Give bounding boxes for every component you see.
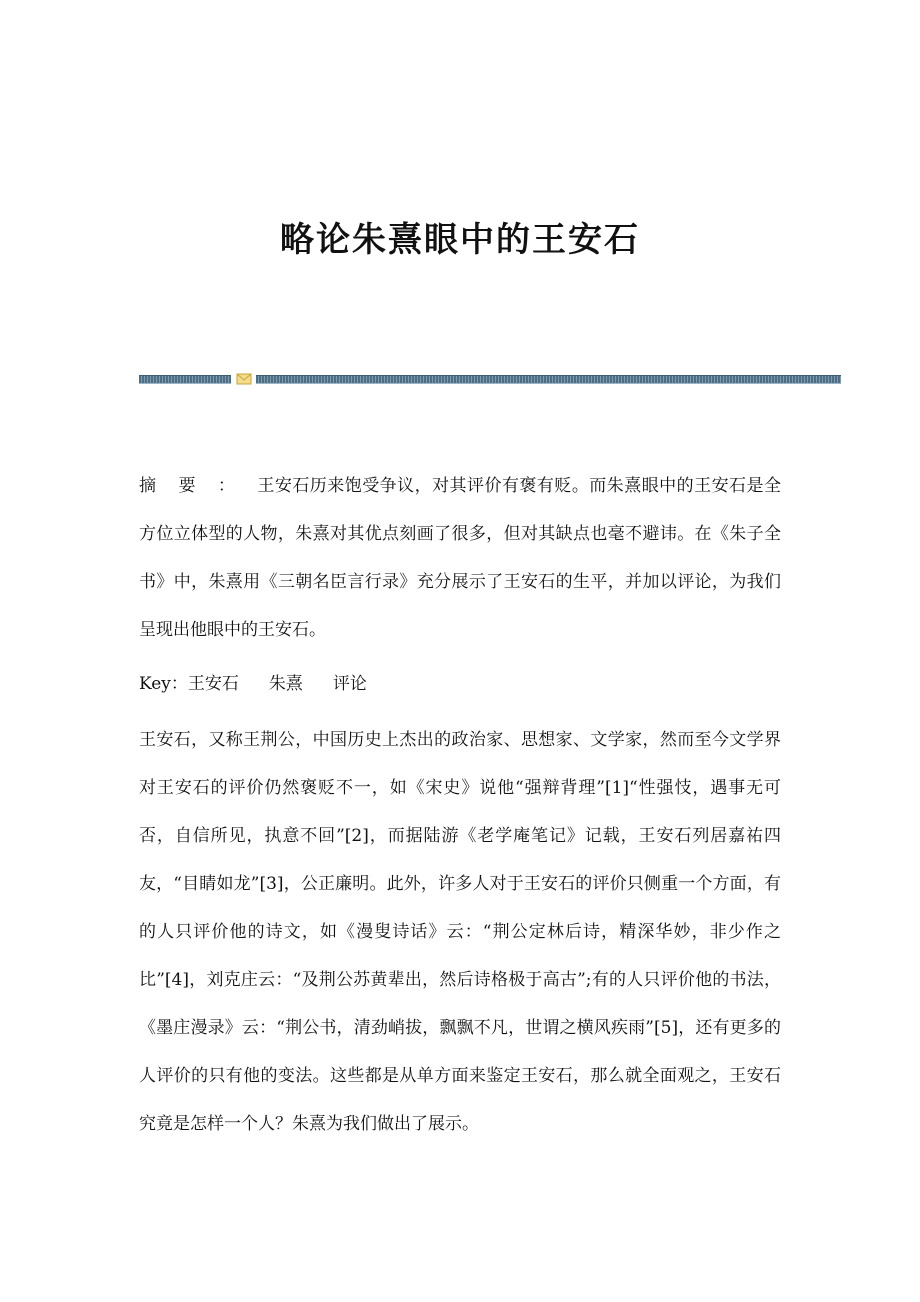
keyword-item: 王安石 <box>187 674 239 694</box>
envelope-ornament-icon <box>236 372 252 386</box>
keyword-item: 朱熹 <box>268 674 303 694</box>
title-divider-left <box>139 375 231 384</box>
keywords-label: Key： <box>139 674 188 694</box>
body-section <box>139 716 781 1148</box>
keywords-section <box>139 660 781 708</box>
abstract-section <box>139 462 781 654</box>
abstract-label: 摘要： <box>139 476 258 496</box>
page-title: 略论朱熹眼中的王安石 <box>280 220 640 260</box>
keyword-item: 评论 <box>332 674 367 694</box>
body-paragraph: 王安石，又称王荆公，中国历史上杰出的政治家、思想家、文学家，然而至今文学界对王安石的评价仍然褒贬不一，如《宋史》说他“强辩背理”[1]“性强忮，遇事无可否，自信所见，执意不回”[2]，而据陆游《老学庵笔记》记载，王安石列居嘉祐四友，“目睛如龙”[3]，公正廉明。此外，许多人对于王安石的评价只侧重一个方面，有的人只评价他的诗文，如《漫叟诗话》云：“荆公定林后诗，精深华妙，非少作之比”[4]，刘克庄云：“及荆公苏黄辈出，然后诗格极于高古”;有的人只评价他的书法，《墨庄漫录》云：“荆公书，清劲峭拔，飘飘不凡，世谓之横风疾雨”[5]，还有更多的人评价的只有他的变法。这些都是从单方面来鉴定王安石，那么就全面观之，王安石究竟是怎样一个人？朱熹为我们做出了展示。 <box>139 730 781 1134</box>
abstract-text: 王安石历来饱受争议，对其评价有褒有贬。而朱熹眼中的王安石是全方位立体型的人物，朱熹对其优点刻画了很多，但对其缺点也毫不避讳。在《朱子全书》中，朱熹用《三朝名臣言行录》充分展示了王安石的生平，并加以评论，为我们呈现出他眼中的王安石。 <box>139 476 781 640</box>
title-divider-right <box>256 375 841 384</box>
